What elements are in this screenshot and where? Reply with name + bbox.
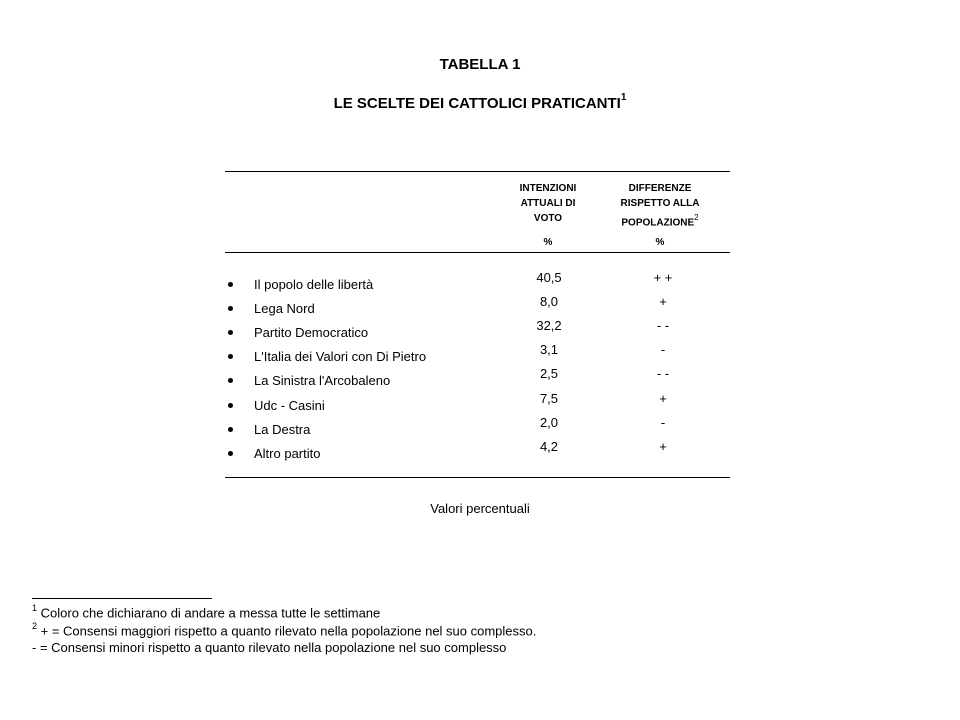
col2-line3: POPOLAZIONE$^2$ — [621, 213, 699, 229]
vote-value: 3,1 — [539, 342, 559, 357]
bullet-icon — [228, 451, 233, 456]
footnote-2-number: 2 — [32, 621, 38, 631]
difference-value: - - — [656, 366, 670, 381]
difference-value: + — [659, 294, 667, 309]
party-label: Lega Nord — [254, 301, 315, 316]
footnote-1-number: 1 — [32, 603, 38, 613]
col2-unit: % — [655, 237, 665, 248]
vote-value: 7,5 — [539, 391, 559, 406]
party-label: Il popolo delle libertà — [254, 277, 374, 292]
col2-footnote-ref: 2 — [694, 213, 699, 222]
vote-value: 32,2 — [536, 318, 562, 333]
table-top-rule — [225, 171, 730, 172]
vote-value: 2,0 — [539, 415, 559, 430]
footnote-1-text: Coloro che dichiarano di andare a messa tutte le settimane — [37, 605, 381, 621]
col1-unit: % — [543, 237, 553, 248]
column-header-differenze — [605, 181, 715, 230]
footnote-2-text: + = Consensi maggiori rispetto a quanto rilevato nella popolazione nel suo complesso. — [37, 623, 537, 639]
bullet-icon — [228, 427, 233, 432]
difference-value: + — [659, 439, 667, 454]
footnote-3: - = Consensi minori rispetto a quanto rilevato nella popolazione nel suo complesso — [32, 640, 507, 655]
party-label: Altro partito — [254, 446, 321, 461]
table-title: TABELLA 1 — [439, 56, 521, 73]
col1-line2: ATTUALI DI — [520, 198, 576, 209]
difference-value: - — [660, 415, 666, 430]
col1-line3: VOTO — [533, 213, 563, 224]
subtitle-text: LE SCELTE DEI CATTOLICI PRATICANTI — [333, 95, 621, 112]
bullet-icon — [228, 354, 233, 359]
vote-value: 40,5 — [536, 270, 562, 285]
col2-line1: DIFFERENZE — [628, 183, 692, 194]
footnote-2 — [32, 622, 536, 638]
party-label: Udc - Casini — [254, 398, 325, 413]
table-header-rule — [225, 252, 730, 253]
difference-value: - - — [656, 318, 670, 333]
subtitle-footnote-ref: 1 — [620, 92, 627, 103]
table-bottom-rule — [225, 477, 730, 478]
party-label: L'Italia dei Valori con Di Pietro — [254, 349, 427, 364]
vote-value: 4,2 — [539, 439, 559, 454]
vote-value: 2,5 — [539, 366, 559, 381]
footnote-separator — [32, 598, 212, 599]
col2-line2: RISPETTO ALLA — [620, 198, 700, 209]
difference-value: + + — [653, 270, 673, 285]
bullet-icon — [228, 330, 233, 335]
difference-value: - — [660, 342, 666, 357]
values-note: Valori percentuali — [430, 501, 530, 516]
footnote-1 — [32, 604, 380, 620]
party-label: La Destra — [254, 422, 311, 437]
bullet-icon — [228, 403, 233, 408]
difference-value: + — [659, 391, 667, 406]
party-label: Partito Democratico — [254, 325, 369, 340]
bullet-icon — [228, 306, 233, 311]
vote-value: 8,0 — [539, 294, 559, 309]
table-row — [225, 439, 730, 469]
column-header-intenzioni — [508, 181, 588, 226]
bullet-icon — [228, 282, 233, 287]
party-label: La Sinistra l'Arcobaleno — [254, 373, 391, 388]
col1-line1: INTENZIONI — [519, 183, 577, 194]
table-subtitle — [0, 94, 960, 112]
bullet-icon — [228, 378, 233, 383]
